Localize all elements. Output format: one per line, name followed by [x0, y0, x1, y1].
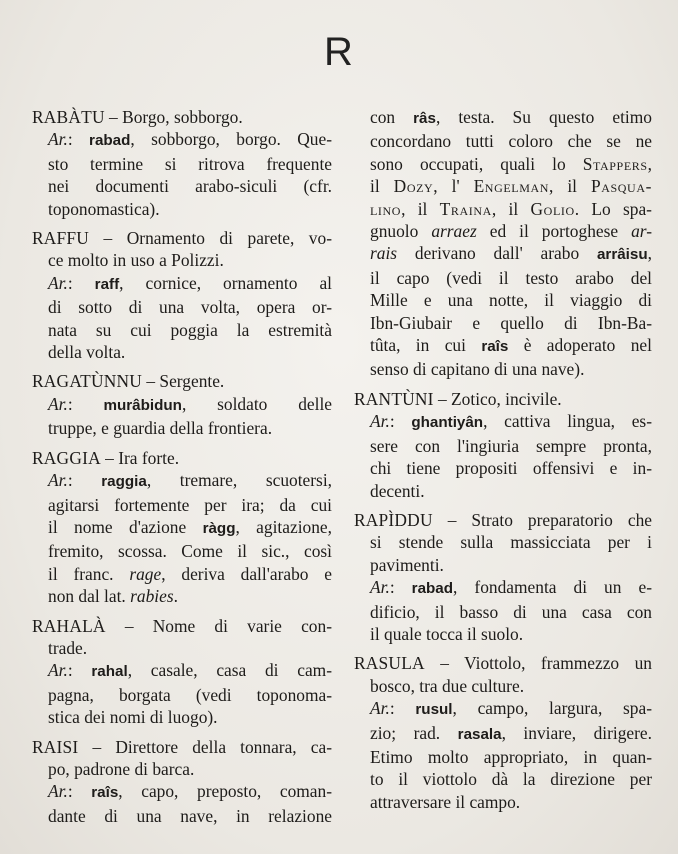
entry-line: truppe, e guardia della frontiera.: [48, 418, 273, 439]
entry-line: chi tiene propositi offensivi e in-: [370, 458, 652, 479]
entry-line: sere con l'ingiuria sempre pronta,: [370, 435, 652, 456]
entry-line: bosco, tra due culture.: [370, 675, 525, 696]
entry-line: RAISI – Direttore della tonnara, ca-: [32, 736, 332, 757]
entry-line: nei documenti arabo-siculi (cfr.: [48, 176, 332, 197]
entry-line: RANTÙNI – Zotico, incivile.: [354, 388, 562, 409]
right-column: [354, 106, 652, 820]
entry-line: trade.: [48, 637, 88, 658]
entry-line: RAGGIA – Ira forte.: [32, 447, 180, 468]
left-column: [32, 106, 332, 834]
entry-raisi-continued: [354, 106, 652, 381]
entry-line: decenti.: [370, 480, 425, 501]
entry-line: zio; rad. rasala, inviare, dirigere.: [370, 722, 652, 743]
entry-rantuni: [354, 388, 652, 502]
entry-line: dante di una nave, in relazione: [48, 805, 332, 826]
entry-line: agitarsi fortemente per ira; da cui: [48, 494, 332, 515]
entry-line: RAHALÀ – Nome di varie con-: [32, 615, 332, 636]
entry-line: si stende sulla massicciata per i: [370, 532, 652, 553]
entry-line: fremito, scossa. Come il sic., così: [48, 541, 332, 562]
entry-line: RASULA – Viottolo, frammezzo un: [354, 653, 652, 674]
entry-line: Etimo molto appropriato, in quan-: [370, 746, 652, 767]
entry-line: di sotto di una volta, opera or-: [48, 297, 332, 318]
entry-line: attraversare il campo.: [370, 791, 521, 812]
entry-line: RAGATÙNNU – Sergente.: [32, 371, 225, 392]
entry-line: Ar.: ghantiyân, cattiva lingua, es-: [370, 411, 652, 432]
entry-line: il Dozy, l' Engelman, il Pasqua-: [370, 176, 652, 197]
entry-line: concordano tutti coloro che se ne: [370, 131, 652, 152]
entry-line: Mille e una notte, il viaggio di: [370, 290, 652, 311]
entry-line: RAPÌDDU – Strato preparatorio che: [354, 509, 652, 530]
entry-line: toponomastica).: [48, 198, 160, 219]
entry-line: RABÀTU – Borgo, sobborgo.: [32, 107, 243, 127]
entry-ragatunnu: [32, 370, 332, 439]
entry-line: non dal lat. rabies.: [48, 586, 178, 607]
entry-line: Ar.: raggia, tremare, scuotersi,: [48, 470, 332, 491]
entry-line: Ibn-Giubair e quello di Ibn-Ba-: [370, 312, 652, 333]
entry-raisi: [32, 736, 332, 828]
entry-line: senso di capitano di una nave).: [370, 359, 585, 380]
entry-line: rais derivano dall' arabo arrâisu,: [370, 243, 652, 264]
entry-raggia: [32, 447, 332, 608]
entry-line: Ar.: raîs, capo, preposto, coman-: [48, 781, 332, 802]
section-letter: R: [324, 30, 354, 74]
entry-line: Ar.: rabad, sobborgo, borgo. Que-: [48, 129, 332, 150]
entry-line: Ar.: raff, cornice, ornamento al: [48, 272, 332, 293]
entry-line: gnuolo arraez ed il portoghese ar-: [370, 221, 653, 242]
entry-rahala: [32, 615, 332, 729]
entry-line: sto termine si ritrova frequente: [48, 153, 332, 174]
entry-line: il quale tocca il suolo.: [370, 623, 524, 644]
entry-line: pagna, borgata (vedi toponoma-: [48, 684, 332, 705]
entry-line: Ar.: rusul, campo, largura, spa-: [370, 698, 652, 719]
entry-line: RAFFU – Ornamento di parete, vo-: [32, 228, 332, 249]
entry-line: il nome d'azione ràgg, agitazione,: [48, 516, 332, 537]
entry-line: Ar.: murâbidun, soldato delle: [48, 393, 332, 414]
entry-line: dificio, il basso di una casa con: [370, 601, 652, 622]
entry-line: sono occupati, quali lo Stappers,: [370, 153, 652, 174]
entry-line: il capo (vedi il testo arabo del: [370, 267, 652, 288]
entry-line: nata su cui poggia la estremità: [48, 319, 332, 340]
entry-line: Ar.: rabad, fondamenta di un e-: [370, 577, 652, 598]
entry-line: il franc. rage, deriva dall'arabo e: [48, 563, 332, 584]
entry-line: ce molto in uso a Polizzi.: [48, 250, 224, 271]
entry-rasula: [354, 652, 652, 813]
entry-line: con râs, testa. Su questo etimo: [370, 107, 652, 127]
entry-rabatu: [32, 106, 332, 220]
entry-line: pavimenti.: [370, 554, 444, 575]
entry-line: lino, il Traina, il Golio. Lo spa-: [370, 198, 652, 219]
entry-line: to il viottolo dà la direzione per: [370, 769, 652, 790]
entry-line: po, padrone di barca.: [48, 758, 195, 779]
entry-line: tûta, in cui raîs è adoperato nel: [370, 335, 652, 356]
entry-raffu: [32, 227, 332, 363]
entry-line: Ar.: rahal, casale, casa di cam-: [48, 660, 332, 681]
entry-rapiddu: [354, 509, 652, 645]
entry-line: stica dei nomi di luogo).: [48, 707, 218, 728]
entry-line: della volta.: [48, 342, 126, 363]
